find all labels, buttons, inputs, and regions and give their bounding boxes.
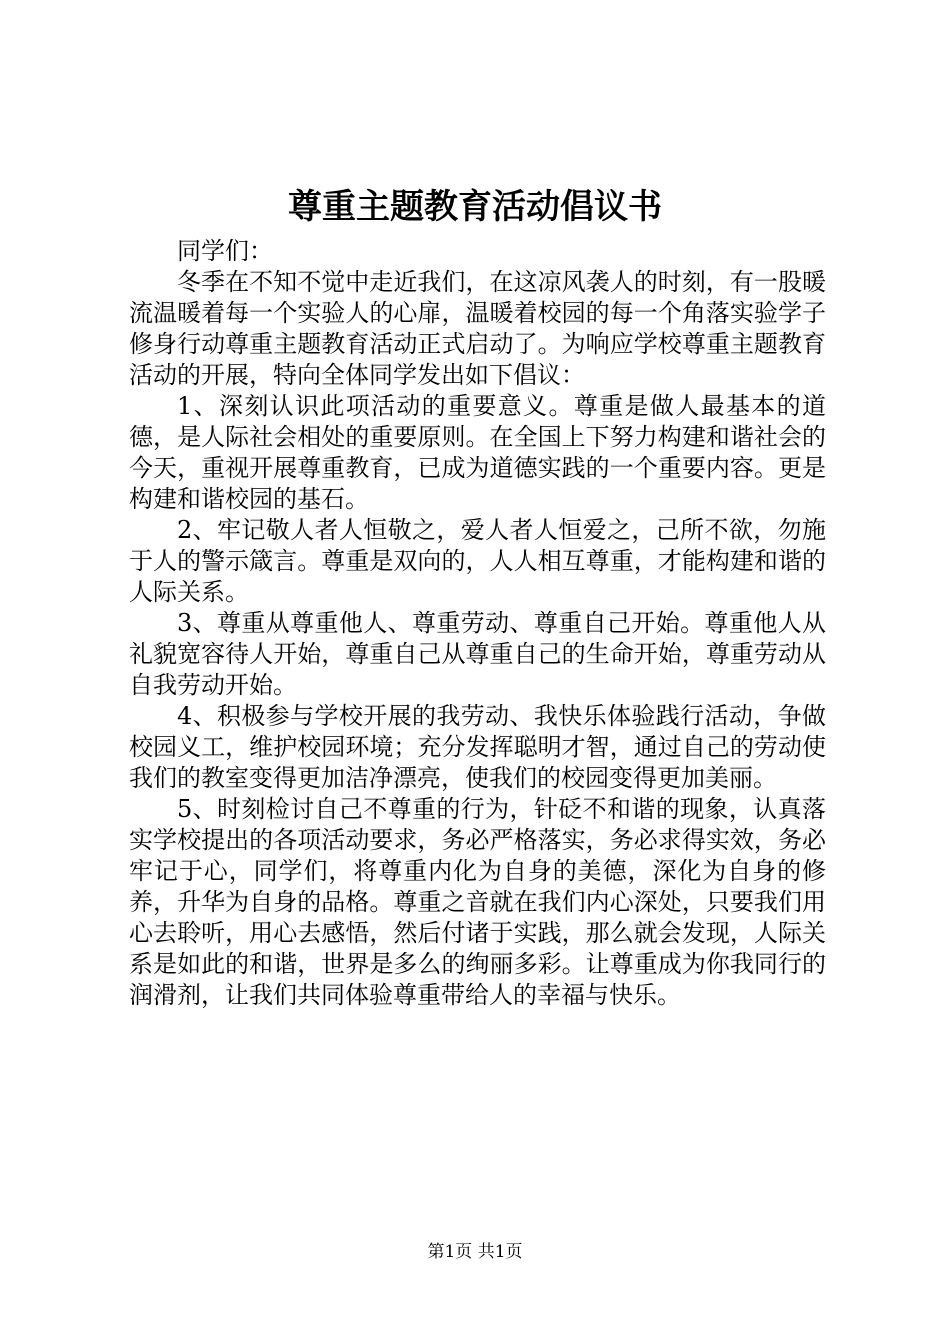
- paragraph-intro: 冬季在不知不觉中走近我们，在这凉风袭人的时刻，有一股暖流温暖着每一个实验人的心扉，温暖着校园的每一个角落实验学子修身行动尊重主题教育活动正式启动了。为响应学校尊重主题教育活动的开展，特向全体同学发出如下倡议：: [129, 268, 826, 389]
- greeting: 同学们：: [177, 237, 273, 265]
- document-title: 尊重主题教育活动倡议书: [288, 187, 662, 227]
- paragraph-item-4: 4、积极参与学校开展的我劳动、我快乐体验践行活动，争做校园义工，维护校园环境；充分发挥聪明才智，通过自己的劳动使我们的教室变得更加洁净漂亮，使我们的校园变得更加美丽。: [129, 702, 826, 792]
- document-body: [129, 236, 826, 1011]
- paragraph-item-3: 3、尊重从尊重他人、尊重劳动、尊重自己开始。尊重他人从礼貌宽容待人开始，尊重自己从尊重自己的生命开始，尊重劳动从自我劳动开始。: [129, 609, 826, 699]
- paragraph-item-5: 5、时刻检讨自己不尊重的行为，针砭不和谐的现象，认真落实学校提出的各项活动要求，务必严格落实，务必求得实效，务必牢记于心，同学们，将尊重内化为自身的美德，深化为自身的修养，升华为自身的品格。尊重之音就在我们内心深处，只要我们用心去聆听，用心去感悟，然后付诸于实践，那么就会发现，人际关系是如此的和谐，世界是多么的绚丽多彩。让尊重成为你我同行的润滑剂，让我们共同体验尊重带给人的幸福与快乐。: [129, 795, 826, 1009]
- page-number-footer: 第1页 共1页: [427, 1242, 523, 1262]
- paragraph-item-1: 1、深刻认识此项活动的重要意义。尊重是做人最基本的道德，是人际社会相处的重要原则。在全国上下努力构建和谐社会的今天，重视开展尊重教育，已成为道德实践的一个重要内容。更是构建和谐校园的基石。: [129, 392, 826, 513]
- paragraph-item-2: 2、牢记敬人者人恒敬之，爱人者人恒爱之，己所不欲，勿施于人的警示箴言。尊重是双向的，人人相互尊重，才能构建和谐的人际关系。: [129, 516, 826, 606]
